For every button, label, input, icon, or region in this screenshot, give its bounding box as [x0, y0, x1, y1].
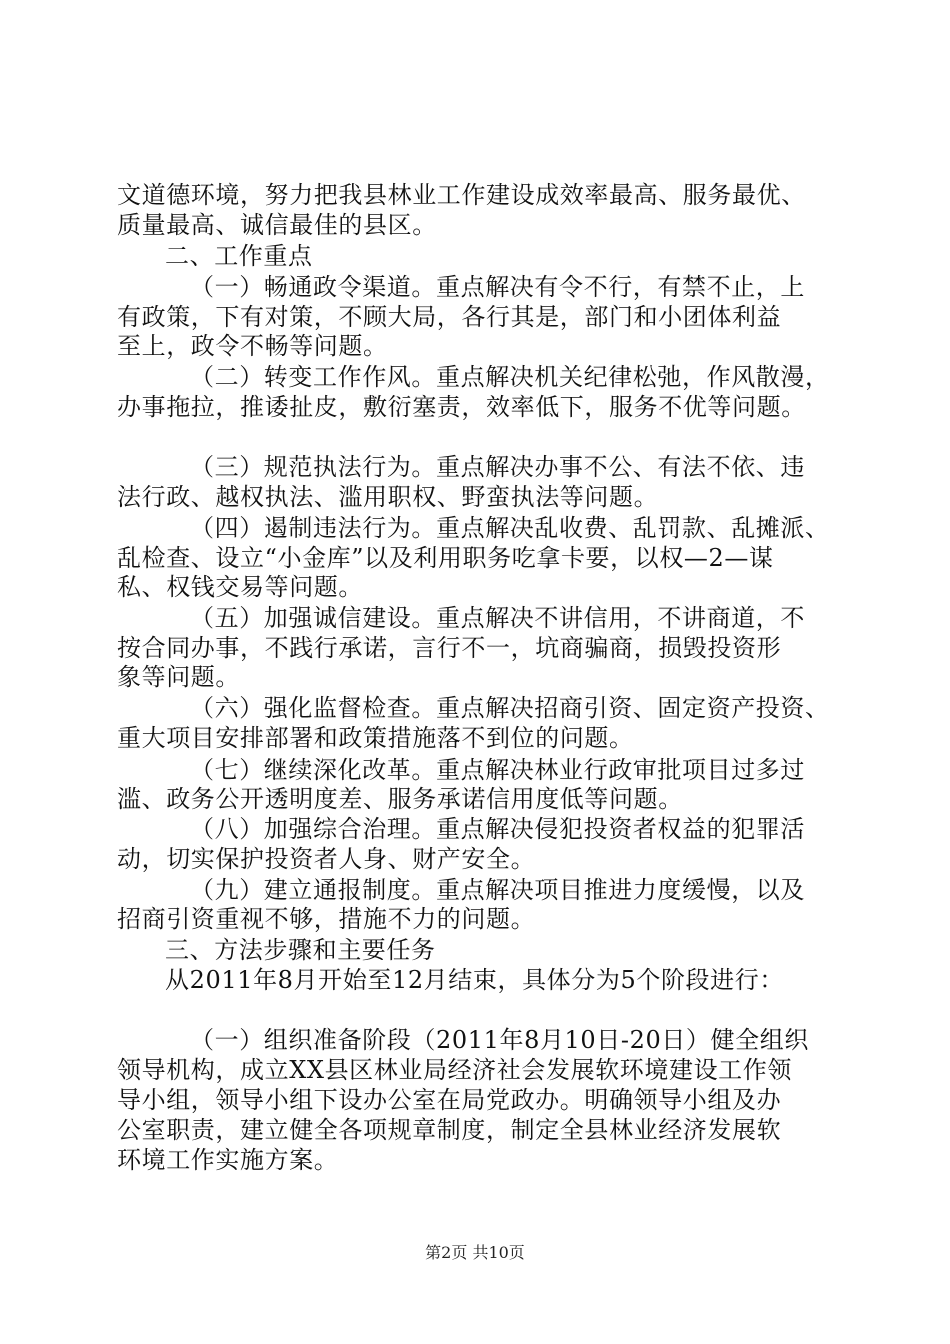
body-text-line: 私、权钱交易等问题。 — [117, 573, 363, 601]
body-text-line: 法行政、越权执法、滥用职权、野蛮执法等问题。 — [117, 483, 659, 511]
section-heading: 三、方法步骤和主要任务 — [165, 936, 436, 964]
body-text-line: 公室职责，建立健全各项规章制度，制定全县林业经济发展软 — [117, 1116, 782, 1144]
body-text-line: 办事拖拉，推诿扯皮，敷衍塞责，效率低下，服务不优等问题。 — [117, 393, 806, 421]
body-text-line: 文道德环境，努力把我县林业工作建设成效率最高、服务最优、 — [117, 181, 806, 209]
body-text-line: 导小组，领导小组下设办公室在局党政办。明确领导小组及办 — [117, 1086, 782, 1114]
body-text-line: （一）组织准备阶段（2011年8月10日-20日）健全组织 — [190, 1026, 809, 1054]
body-text-line: 按合同办事，不践行承诺，言行不一，坑商骗商，损毁投资形 — [117, 634, 782, 662]
body-text-line: 象等问题。 — [117, 663, 240, 691]
body-text-line: 重大项目安排部署和政策措施落不到位的问题。 — [117, 724, 634, 752]
body-text-line: （五）加强诚信建设。重点解决不讲信用，不讲商道，不 — [190, 604, 805, 632]
body-text-line: （一）畅通政令渠道。重点解决有令不行，有禁不止，上 — [190, 273, 805, 301]
body-text-line: （七）继续深化改革。重点解决林业行政审批项目过多过 — [190, 756, 805, 784]
body-text-line: 招商引资重视不够，措施不力的问题。 — [117, 905, 536, 933]
body-text-line: 环境工作实施方案。 — [117, 1146, 339, 1174]
body-text-line: （四）遏制违法行为。重点解决乱收费、乱罚款、乱摊派、 — [190, 514, 830, 542]
page-number-footer: 第2页 共10页 — [425, 1243, 525, 1262]
body-text-line: （九）建立通报制度。重点解决项目推进力度缓慢，以及 — [190, 876, 805, 904]
body-text-line: 领导机构，成立XX县区林业局经济社会发展软环境建设工作领 — [117, 1056, 792, 1084]
body-text-line: （三）规范执法行为。重点解决办事不公、有法不依、违 — [190, 453, 805, 481]
body-text-line: 至上，政令不畅等问题。 — [117, 332, 388, 360]
section-heading: 二、工作重点 — [165, 242, 313, 270]
body-text-line: （六）强化监督检查。重点解决招商引资、固定资产投资、 — [190, 694, 830, 722]
body-text-line: 动，切实保护投资者人身、财产安全。 — [117, 845, 536, 873]
body-text-line: 乱检查、设立“小金库”以及利用职务吃拿卡要，以权—2—谋 — [117, 544, 774, 572]
body-text-line: 质量最高、诚信最佳的县区。 — [117, 211, 437, 239]
body-text-line: 滥、政务公开透明度差、服务承诺信用度低等问题。 — [117, 785, 683, 813]
body-text-line: （八）加强综合治理。重点解决侵犯投资者权益的犯罪活 — [190, 815, 805, 843]
body-text-line: 有政策，下有对策，不顾大局，各行其是，部门和小团体利益 — [117, 303, 782, 331]
body-text-line: （二）转变工作作风。重点解决机关纪律松弛，作风散漫， — [190, 363, 830, 391]
body-text-line: 从2011年8月开始至12月结束，具体分为5个阶段进行： — [165, 966, 784, 994]
